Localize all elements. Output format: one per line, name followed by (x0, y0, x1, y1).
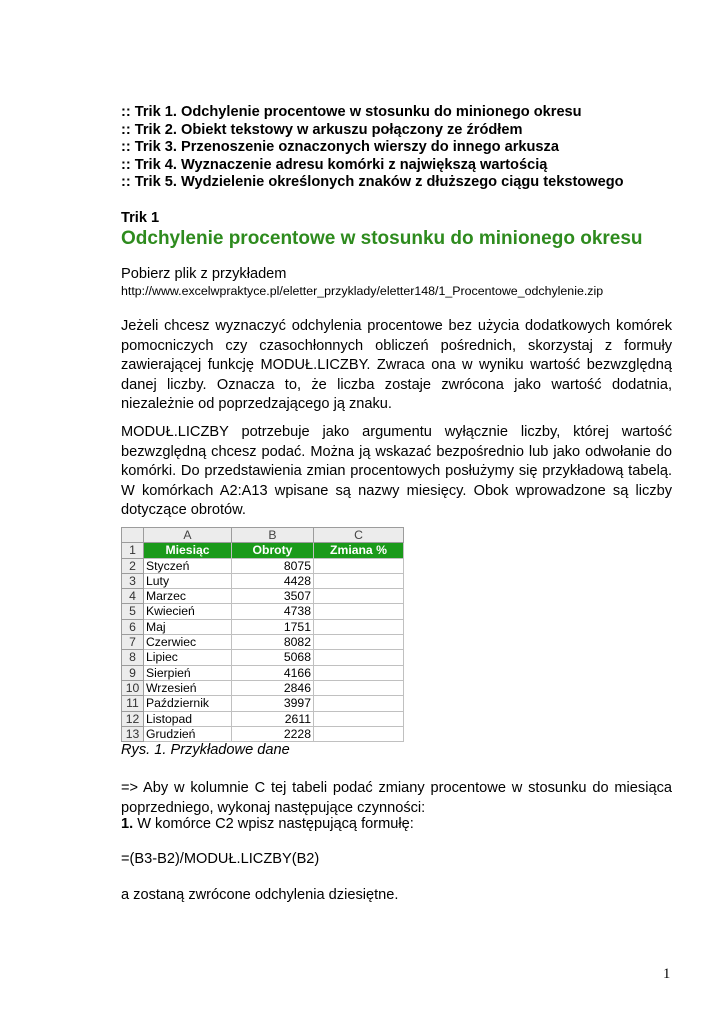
table-row (122, 680, 404, 695)
step-1 (121, 816, 414, 832)
table-of-contents (121, 104, 681, 192)
month-cell: Wrzesień (144, 680, 232, 695)
month-cell: Kwiecień (144, 604, 232, 619)
table-row (122, 635, 404, 650)
row-number: 11 (122, 696, 144, 711)
revenue-cell: 2846 (232, 680, 314, 695)
row-number: 4 (122, 589, 144, 604)
change-cell (314, 604, 404, 619)
toc-item-1[interactable]: :: Trik 1. Odchylenie procentowe w stosunku do minionego okresu (121, 104, 582, 120)
toc-item-3[interactable]: :: Trik 3. Przenoszenie oznaczonych wierszy do innego arkusza (121, 139, 559, 156)
change-cell (314, 635, 404, 650)
change-cell (314, 711, 404, 726)
table-row (122, 650, 404, 665)
column-header-c: C (314, 528, 404, 543)
month-cell: Marzec (144, 589, 232, 604)
row-number: 9 (122, 665, 144, 680)
month-cell: Lipiec (144, 650, 232, 665)
section-title: Odchylenie procentowe w stosunku do minionego okresu (121, 228, 643, 249)
table-header-row (122, 543, 404, 558)
result-text: a zostaną zwrócone odchylenia dziesiętne. (121, 887, 399, 903)
column-header-row (122, 528, 404, 543)
header-revenue: Obroty (232, 543, 314, 558)
step-number: 1. (121, 816, 134, 832)
row-number: 5 (122, 604, 144, 619)
table-row (122, 573, 404, 588)
paragraph-intro: Jeżeli chcesz wyznaczyć odchylenia procentowe bez użycia dodatkowych komórek pomocniczych czy czasochłonnych obliczeń pośrednich, skorzystaj z formuły zawierającej funkcję MODUŁ.LICZBY. Zwraca ona w wyniku wartość bezwzględną danej liczby. Oznacza to, że liczba zostaje zwrócona jako wartość dodatnia, niezależnie od poprzedzającego ją znaku. (121, 318, 672, 412)
month-cell: Maj (144, 619, 232, 634)
revenue-cell: 5068 (232, 650, 314, 665)
row-number: 6 (122, 619, 144, 634)
row-number: 7 (122, 635, 144, 650)
column-header-a: A (144, 528, 232, 543)
month-cell: Luty (144, 573, 232, 588)
revenue-cell: 4738 (232, 604, 314, 619)
change-cell (314, 726, 404, 741)
step-text: W komórce C2 wpisz następującą formułę: (133, 816, 414, 832)
month-cell: Październik (144, 696, 232, 711)
revenue-cell: 4166 (232, 665, 314, 680)
month-cell: Sierpień (144, 665, 232, 680)
table-row (122, 589, 404, 604)
table-row (122, 696, 404, 711)
row-number: 2 (122, 558, 144, 573)
revenue-cell: 2228 (232, 726, 314, 741)
section-label: Trik 1 (121, 210, 160, 226)
change-cell (314, 696, 404, 711)
revenue-cell: 1751 (232, 619, 314, 634)
paragraph-instructions: => Aby w kolumnie C tej tabeli podać zmiany procentowe w stosunku do miesiąca poprzedniego, wykonaj następujące czynności: (121, 780, 672, 816)
change-cell (314, 680, 404, 695)
row-number: 10 (122, 680, 144, 695)
revenue-cell: 3507 (232, 589, 314, 604)
row-number: 13 (122, 726, 144, 741)
table-row (122, 726, 404, 741)
row-number: 1 (122, 543, 144, 558)
change-cell (314, 573, 404, 588)
download-link[interactable]: http://www.excelwpraktyce.pl/eletter_przyklady/eletter148/1_Procentowe_odchylenie.zip (121, 284, 604, 298)
row-number: 12 (122, 711, 144, 726)
revenue-cell: 8075 (232, 558, 314, 573)
row-number: 8 (122, 650, 144, 665)
revenue-cell: 4428 (232, 573, 314, 588)
change-cell (314, 589, 404, 604)
paragraph-function: MODUŁ.LICZBY potrzebuje jako argumentu wyłącznie liczby, której wartość bezwzględną chcesz podać. Można ją wskazać bezpośrednio lub jako odwołanie do komórki. Do przedstawienia zmian procentowych posłużymy się przykładową tabelą. W komórkach A2:A13 wpisane są nazwy miesięcy. Obok wprowadzone są liczby dotyczące obrotów. (121, 424, 672, 518)
header-change: Zmiana % (314, 543, 404, 558)
spreadsheet-table (121, 527, 404, 742)
table-row (122, 558, 404, 573)
revenue-cell: 2611 (232, 711, 314, 726)
month-cell: Grudzień (144, 726, 232, 741)
change-cell (314, 650, 404, 665)
download-label: Pobierz plik z przykładem (121, 266, 287, 282)
toc-item-2[interactable]: :: Trik 2. Obiekt tekstowy w arkuszu połączony ze źródłem (121, 121, 523, 138)
header-month: Miesiąc (144, 543, 232, 558)
corner-cell (122, 528, 144, 543)
column-header-b: B (232, 528, 314, 543)
table-row (122, 665, 404, 680)
month-cell: Styczeń (144, 558, 232, 573)
toc-item-5[interactable]: :: Trik 5. Wydzielenie określonych znaków z dłuższego ciągu tekstowego (121, 174, 624, 191)
revenue-cell: 8082 (232, 635, 314, 650)
page-number: 1 (663, 966, 671, 982)
table-row (122, 619, 404, 634)
revenue-cell: 3997 (232, 696, 314, 711)
toc-item-4[interactable]: :: Trik 4. Wyznaczenie adresu komórki z największą wartością (121, 156, 548, 173)
formula-text: =(B3-B2)/MODUŁ.LICZBY(B2) (121, 851, 320, 867)
change-cell (314, 558, 404, 573)
change-cell (314, 619, 404, 634)
change-cell (314, 665, 404, 680)
table-row (122, 711, 404, 726)
month-cell: Czerwiec (144, 635, 232, 650)
row-number: 3 (122, 573, 144, 588)
month-cell: Listopad (144, 711, 232, 726)
figure-caption: Rys. 1. Przykładowe dane (121, 742, 290, 758)
table-row (122, 604, 404, 619)
